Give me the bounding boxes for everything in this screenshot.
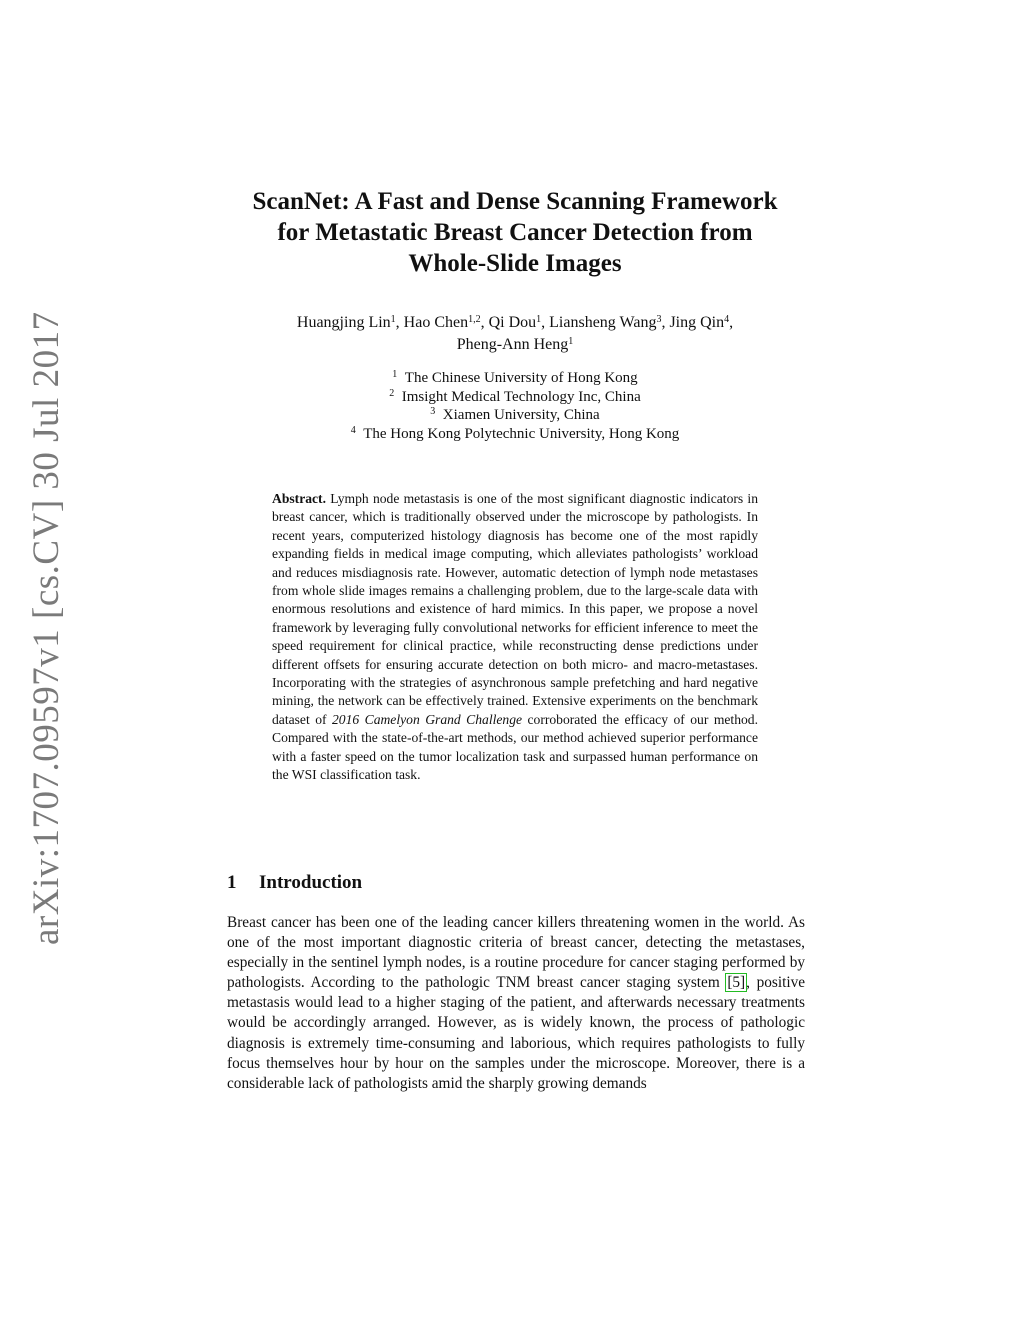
- affiliation-text: The Hong Kong Polytechnic University, Hong Kong: [363, 425, 680, 442]
- author-name: Liansheng Wang: [549, 314, 657, 331]
- author-affiliation-mark: 1,2: [468, 314, 481, 325]
- section-title: Introduction: [259, 872, 363, 893]
- author-name: Hao Chen: [403, 314, 469, 331]
- author-separator: ,: [661, 314, 670, 331]
- abstract-text: corroborated the efficacy of our method. Compared with the state-of-the-art methods, our method achieved superior performance with a faster speed on the tumor localization task and surpassed human performance on the WSI classification task.: [272, 711, 758, 783]
- section-number: 1: [227, 872, 237, 893]
- author-name: Jing Qin: [669, 314, 725, 331]
- affiliation-list: [200, 369, 830, 443]
- paper-title: [200, 186, 830, 279]
- affiliation-item: [200, 369, 830, 388]
- affiliation-item: [200, 425, 830, 444]
- author-separator: ,: [480, 314, 489, 331]
- author-affiliation-mark: 1: [390, 314, 396, 325]
- author-affiliation-mark: 1: [536, 314, 542, 325]
- affiliation-number: 4: [350, 424, 356, 436]
- abstract-text: Lymph node metastasis is one of the most significant diagnostic indicators in breast cancer, which is traditionally observed under the microscope by pathologists. In recent years, computerized histology diagnosis has become one of the most rapidly expanding fields in medical image computing, which alleviates pathologists’ workload and reduces misdiagnosis rate. However, automatic detection of lymph node metastases from whole slide images remains a challenging problem, due to the large-scale data with enormous resolutions and existence of hard mimics. In this paper, we propose a novel framework by leveraging fully convolutional networks for efficient inference to meet the speed requirement for clinical practice, while reconstructing dense predictions under different offsets for ensuring accurate detection on both micro- and macro-metastases. Incorporating with the strategies of asynchronous sample prefetching and hard negative mining, the network can be effectively trained. Extensive experiments on the benchmark dataset of: [272, 491, 758, 727]
- affiliation-number: 2: [389, 387, 395, 399]
- author-separator: ,: [729, 314, 734, 331]
- affiliation-text: Xiamen University, China: [442, 407, 600, 423]
- affiliation-number: 1: [392, 369, 398, 380]
- affiliation-text: Imsight Medical Technology Inc, China: [401, 388, 641, 405]
- arxiv-identifier: arXiv:1707.09597v1 [cs.CV] 30 Jul 2017: [26, 311, 67, 945]
- abstract: [272, 490, 758, 785]
- abstract-label: Abstract.: [272, 491, 326, 506]
- author-name: Pheng-Ann Heng: [456, 336, 569, 353]
- author-separator: ,: [541, 314, 550, 331]
- citation-link[interactable]: [5]: [727, 974, 746, 992]
- affiliation-item: [200, 406, 830, 425]
- affiliation-number: 3: [430, 406, 436, 417]
- author-name: Qi Dou: [488, 314, 537, 331]
- abstract-emphasis: 2016 Camelyon Grand Challenge: [331, 711, 523, 727]
- author-affiliation-mark: 3: [656, 314, 662, 325]
- title-line: ScanNet: A Fast and Dense Scanning Framework: [252, 188, 778, 215]
- affiliation-text: The Chinese University of Hong Kong: [404, 370, 638, 386]
- affiliation-item: [200, 388, 830, 407]
- title-line: for Metastatic Breast Cancer Detection from: [277, 219, 753, 246]
- author-list: [200, 312, 830, 356]
- paragraph-text: , positive metastasis would lead to a higher staging of the patient, and afterwards necessary treatments would be accordingly arranged. However, as is widely known, the process of pathologic diagnosis is extremely time-consuming and laborious, which requires pathologists to fully focus themselves hour by hour on the samples under the microscope. Moreover, there is a considerable lack of pathologists amid the sharply growing demands: [227, 974, 806, 1092]
- author-affiliation-mark: 4: [724, 314, 730, 325]
- introduction-paragraph: [227, 913, 805, 1094]
- author-line: [200, 312, 830, 334]
- author-affiliation-mark: 1: [568, 336, 574, 347]
- author-line: [200, 334, 830, 356]
- author-name: Huangjing Lin: [296, 314, 391, 331]
- section-heading: [227, 870, 362, 896]
- paragraph-text: Breast cancer has been one of the leading cancer killers threatening women in the world. As one of the most important diagnostic criteria of breast cancer, detecting the metastases, especially in the sentinel lymph nodes, is a routine procedure for cancer staging performed by pathologists. According to the pathologic TNM breast cancer staging system: [227, 914, 805, 992]
- author-separator: ,: [395, 314, 404, 331]
- title-line: Whole-Slide Images: [408, 250, 622, 277]
